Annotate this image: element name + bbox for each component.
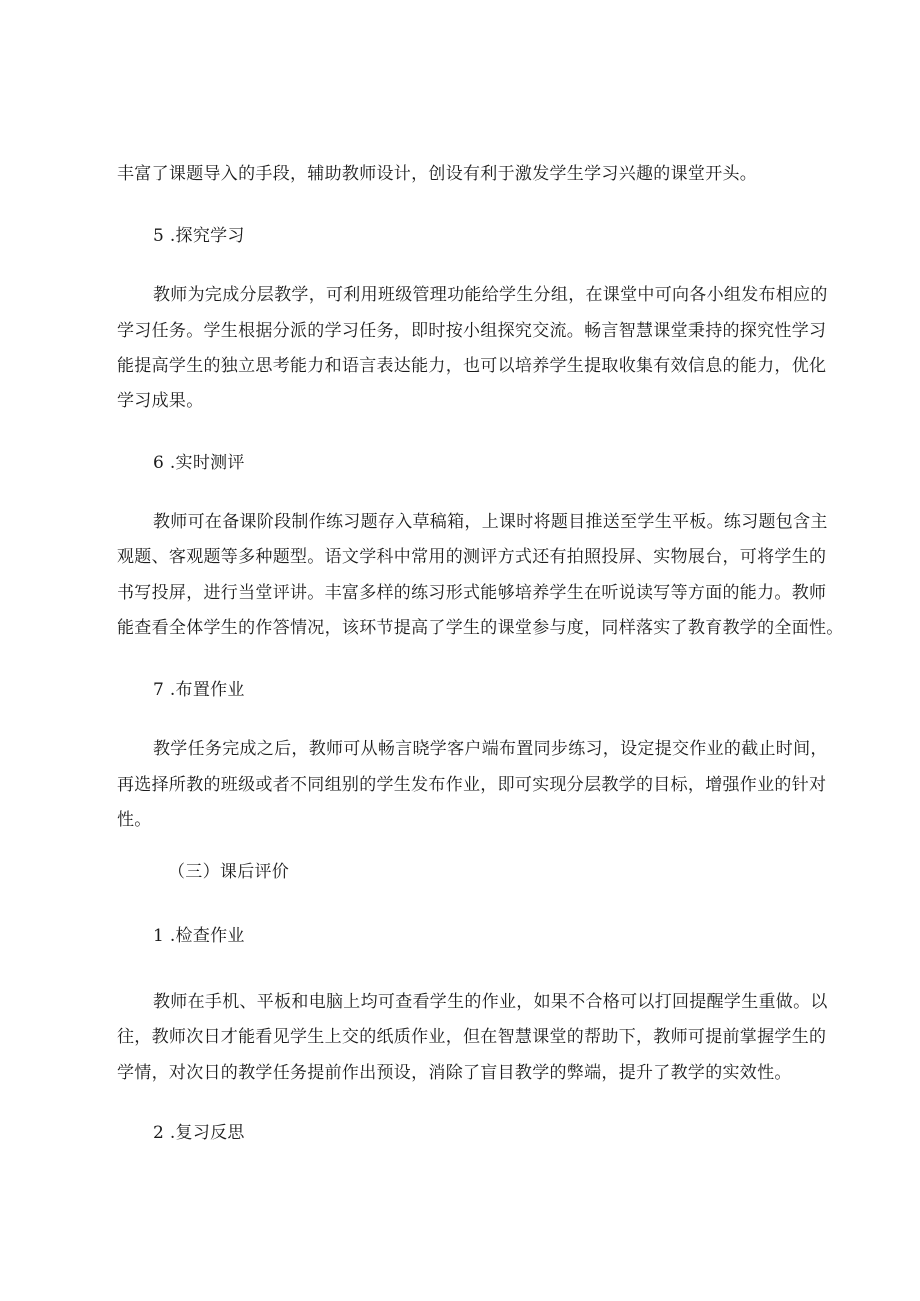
paragraph-line: 丰富了课题导入的手段，辅助教师设计，创设有利于激发学生学习兴趣的课堂开头。 — [117, 164, 758, 184]
paragraph-line: 书写投屏，进行当堂评讲。丰富多样的练习形式能够培养学生在听说读写等方面的能力。教师 — [117, 583, 827, 603]
paragraph-line: 性。 — [117, 810, 152, 830]
paragraph-line: 能提高学生的独立思考能力和语言表达能力，也可以培养学生提取收集有效信息的能力，优化 — [117, 356, 827, 376]
paragraph-line: 教师可在备课阶段制作练习题存入草稿箱，上课时将题目推送至学生平板。练习题包含主 — [153, 512, 828, 532]
paragraph-line: 观题、客观题等多种题型。语文学科中常用的测评方式还有拍照投屏、实物展台，可将学生的 — [117, 547, 827, 567]
paragraph-line: 学习成果。 — [117, 391, 204, 411]
section-heading-2: 2 .复习反思 — [153, 1123, 245, 1143]
section-heading-6: 6 .实时测评 — [153, 453, 245, 473]
paragraph-line: 教师为完成分层教学，可利用班级管理功能给学生分组，在课堂中可向各小组发布相应的 — [153, 285, 828, 305]
section-heading-1: 1 .检查作业 — [153, 926, 245, 946]
paragraph-line: 教师在手机、平板和电脑上均可查看学生的作业，如果不合格可以打回提醒学生重做。以 — [153, 992, 828, 1012]
paragraph-line: 往，教师次日才能看见学生上交的纸质作业，但在智慧课堂的帮助下，教师可提前掌握学生的 — [117, 1027, 827, 1047]
section-heading-7: 7 .布置作业 — [153, 680, 245, 700]
paragraph-line: 能查看全体学生的作答情况，该环节提高了学生的课堂参与度，同样落实了教育教学的全面性。 — [117, 618, 844, 638]
paragraph-line: 教学任务完成之后，教师可从畅言晓学客户端布置同步练习，设定提交作业的截止时间， — [153, 739, 828, 759]
paragraph-line: 学习任务。学生根据分派的学习任务，即时按小组探究交流。畅言智慧课堂秉持的探究性学习 — [117, 321, 827, 341]
section-heading-5: 5 .探究学习 — [153, 226, 245, 246]
paragraph-line: 学情，对次日的教学任务提前作出预设，消除了盲目教学的弊端，提升了教学的实效性。 — [117, 1063, 792, 1083]
section-heading-3: （三）课后评价 — [168, 862, 290, 882]
paragraph-line: 再选择所教的班级或者不同组别的学生发布作业，即可实现分层教学的目标，增强作业的针对 — [117, 775, 827, 795]
